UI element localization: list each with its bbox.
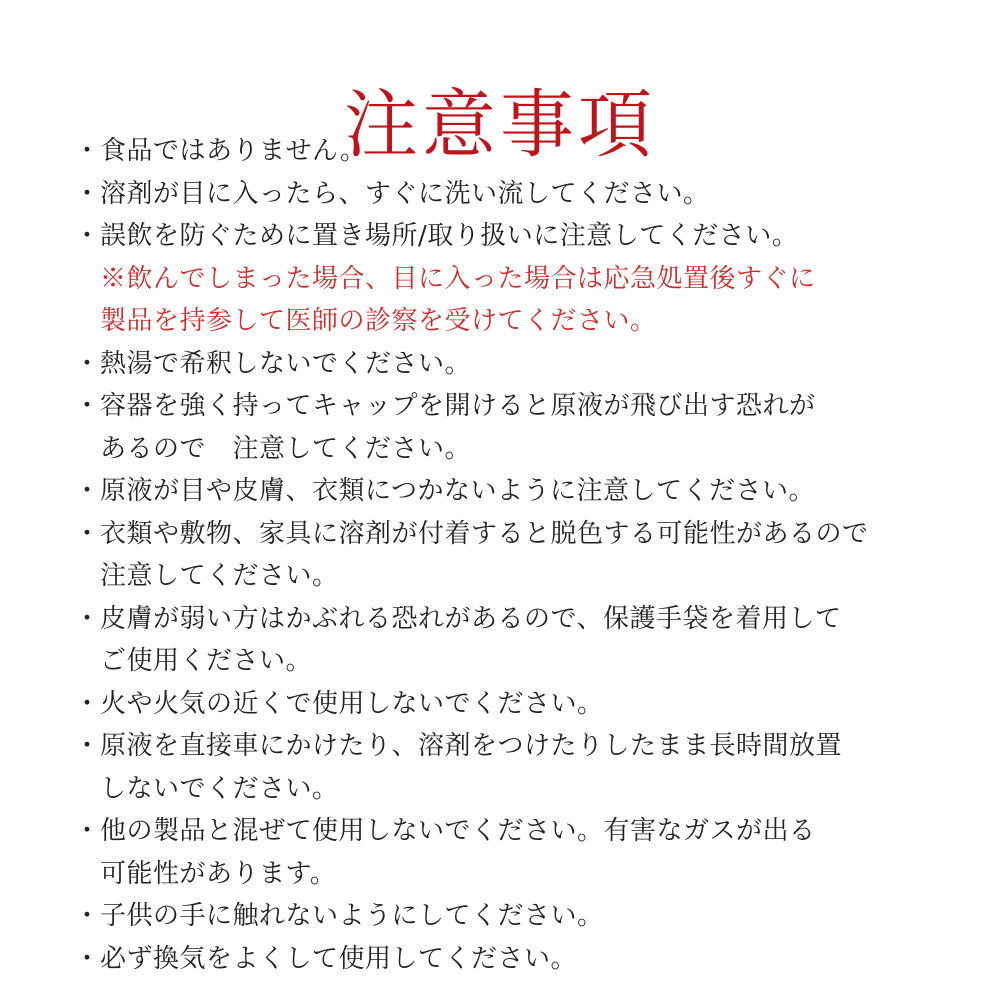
item-line: 皮膚が弱い方はかぶれる恐れがあるので、保護手袋を着用して <box>100 603 842 634</box>
item-text <box>100 130 367 173</box>
page-title: 注意事項 <box>344 81 656 168</box>
item-text <box>100 173 710 216</box>
item-text <box>100 343 471 386</box>
caution-item <box>74 470 974 513</box>
caution-item <box>74 130 974 173</box>
item-line: 必ず換気をよくして使用してください。 <box>100 943 578 974</box>
bullet-mark: ・ <box>74 688 101 719</box>
bullet-mark: ・ <box>74 476 101 506</box>
item-text <box>100 683 604 726</box>
item-line: 食品ではありません。 <box>100 136 367 166</box>
bullet-mark: ・ <box>74 901 101 931</box>
item-text <box>100 385 816 470</box>
bullet-mark: ・ <box>74 731 101 761</box>
item-line: しないでください。 <box>100 773 339 804</box>
bullet-mark: ・ <box>74 348 101 379</box>
warning-note <box>74 258 974 343</box>
item-line: 誤飲を防ぐために置き場所/取り扱いに注意してください。 <box>100 221 799 251</box>
item-line: ご使用ください。 <box>100 646 313 676</box>
item-line: 溶剤が目に入ったら、すぐに洗い流してください。 <box>100 178 710 209</box>
bullet-mark: ・ <box>74 391 101 421</box>
caution-item <box>74 598 974 683</box>
item-line: 容器を強く持ってキャップを開けると原液が飛び出す恐れが <box>100 391 816 421</box>
bullet-mark: ・ <box>74 816 101 846</box>
caution-item <box>74 343 974 386</box>
item-line: あるので 注意してください。 <box>100 433 472 464</box>
bullet-mark: ・ <box>74 943 101 974</box>
item-line: 可能性があります。 <box>100 858 337 889</box>
caution-item <box>74 173 974 216</box>
item-text <box>100 938 577 981</box>
caution-item <box>74 385 974 470</box>
item-line: 子供の手に触れないようにしてください。 <box>100 901 604 931</box>
item-text <box>100 215 798 258</box>
caution-item <box>74 683 974 726</box>
item-line: 原液が目や皮膚、衣類につかないように注意してください。 <box>100 476 815 506</box>
item-line: 火や火気の近くで使用しないでください。 <box>100 688 604 719</box>
item-text <box>100 895 604 938</box>
bullet-mark: ・ <box>74 136 101 166</box>
item-text <box>100 258 816 343</box>
item-text <box>100 470 815 513</box>
item-line: 他の製品と混ぜて使用しないでください。有害なガスが出る <box>100 816 816 846</box>
item-text <box>100 513 869 598</box>
bullet-mark: ・ <box>74 221 101 251</box>
item-line: 熱湯で希釈しないでください。 <box>100 348 472 379</box>
item-line: 衣類や敷物、家具に溶剤が付着すると脱色する可能性があるので <box>100 518 869 549</box>
bullet-mark: ・ <box>74 518 101 549</box>
item-text <box>100 810 816 895</box>
item-text <box>100 725 842 810</box>
bullet-mark: ・ <box>74 178 101 209</box>
item-text <box>100 598 841 683</box>
item-line: 注意してください。 <box>100 561 339 591</box>
item-line: 製品を持参して医師の診察を受けてください。 <box>100 306 657 336</box>
bullet-mark: ・ <box>74 603 101 634</box>
caution-item <box>74 810 974 895</box>
item-line: 原液を直接車にかけたり、溶剤をつけたりしたまま長時間放置 <box>100 731 843 761</box>
caution-item <box>74 513 974 598</box>
item-line: ※飲んでしまった場合、目に入った場合は応急処置後すぐに <box>100 263 816 294</box>
caution-item <box>74 938 974 981</box>
caution-list <box>74 130 974 980</box>
caution-item <box>74 215 974 258</box>
caution-item <box>74 895 974 938</box>
caution-item <box>74 725 974 810</box>
